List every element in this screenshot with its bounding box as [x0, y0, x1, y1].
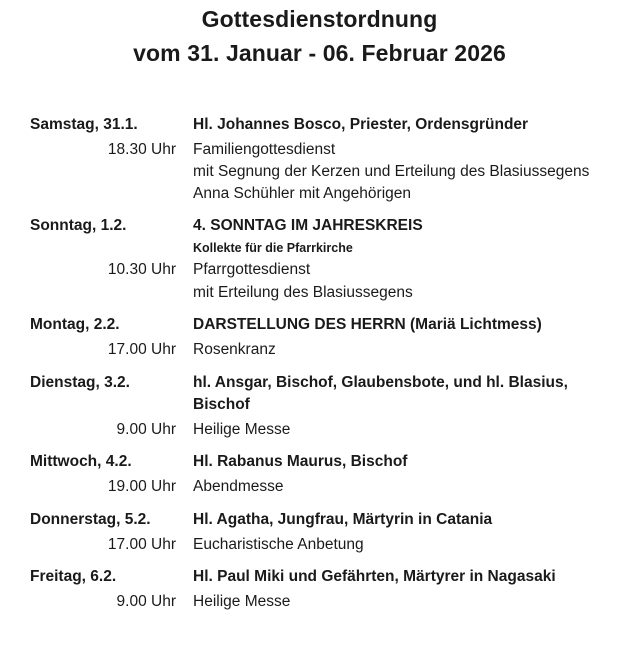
entry-saint-continued: Bischof — [193, 396, 250, 413]
schedule-entry-service-detail — [0, 183, 639, 205]
schedule-entry-service — [0, 259, 639, 281]
entry-note: Kollekte für die Pfarrkirche — [193, 241, 353, 255]
entry-day: Donnerstag, 5.2. — [30, 511, 151, 528]
schedule-entry-service-detail — [0, 161, 639, 183]
entry-day: Sonntag, 1.2. — [30, 217, 127, 234]
entry-day: Mittwoch, 4.2. — [30, 453, 132, 470]
entry-saint: DARSTELLUNG DES HERRN (Mariä Lichtmess) — [193, 316, 542, 333]
entry-saint: Hl. Paul Miki und Gefährten, Märtyrer in Nagasaki — [193, 568, 556, 585]
entry-saint: Hl. Rabanus Maurus, Bischof — [193, 453, 408, 470]
schedule-entry-service — [0, 591, 639, 613]
entry-time: 9.00 Uhr — [116, 421, 176, 438]
entry-service: Familiengottesdienst — [193, 141, 336, 158]
entry-time: 10.30 Uhr — [107, 261, 176, 278]
schedule-entry-service — [0, 139, 639, 161]
entry-saint: hl. Ansgar, Bischof, Glaubensbote, und hl. Blasius, — [193, 374, 568, 391]
schedule-entry-header — [0, 372, 639, 394]
entry-service: Pfarrgottesdienst — [193, 261, 311, 278]
entry-service-detail: mit Erteilung des Blasiussegens — [193, 284, 413, 301]
schedule-entry-header — [0, 314, 639, 336]
entry-day: Freitag, 6.2. — [30, 568, 117, 585]
entry-service: Heilige Messe — [193, 593, 291, 610]
schedule-entry-service — [0, 419, 639, 441]
entry-service: Heilige Messe — [193, 421, 291, 438]
entry-service: Abendmesse — [193, 478, 284, 495]
entry-day: Montag, 2.2. — [30, 316, 120, 333]
entry-time: 17.00 Uhr — [107, 341, 176, 358]
entry-day: Samstag, 31.1. — [30, 116, 138, 133]
entry-time: 17.00 Uhr — [107, 536, 176, 553]
entry-time: 18.30 Uhr — [107, 141, 176, 158]
entry-saint: 4. SONNTAG IM JAHRESKREIS — [193, 217, 423, 234]
schedule-entry-header — [0, 114, 639, 136]
schedule-entry-header — [0, 566, 639, 588]
entry-service: Eucharistische Anbetung — [193, 536, 364, 553]
entry-time: 9.00 Uhr — [116, 593, 176, 610]
entry-service-detail: mit Segnung der Kerzen und Erteilung des Blasiussegens — [193, 163, 590, 180]
entry-service: Rosenkranz — [193, 341, 276, 358]
schedule-entry-note — [0, 237, 639, 259]
entry-service-detail: Anna Schühler mit Angehörigen — [193, 185, 412, 202]
entry-saint: Hl. Johannes Bosco, Priester, Ordensgründer — [193, 116, 529, 133]
page-subtitle-date-range: vom 31. Januar - 06. Februar 2026 — [133, 40, 506, 66]
schedule-entry-header — [0, 215, 639, 237]
schedule-entry-header-continued — [0, 394, 639, 416]
schedule-entry-header — [0, 451, 639, 473]
entry-day: Dienstag, 3.2. — [30, 374, 130, 391]
schedule-entry-header — [0, 509, 639, 531]
schedule-entry-service — [0, 339, 639, 361]
schedule-entry-service-detail — [0, 282, 639, 304]
entry-time: 19.00 Uhr — [107, 478, 176, 495]
page-title: Gottesdienstordnung — [201, 6, 438, 32]
entry-saint: Hl. Agatha, Jungfrau, Märtyrin in Catania — [193, 511, 493, 528]
schedule-entry-service — [0, 534, 639, 556]
schedule-entry-service — [0, 476, 639, 498]
